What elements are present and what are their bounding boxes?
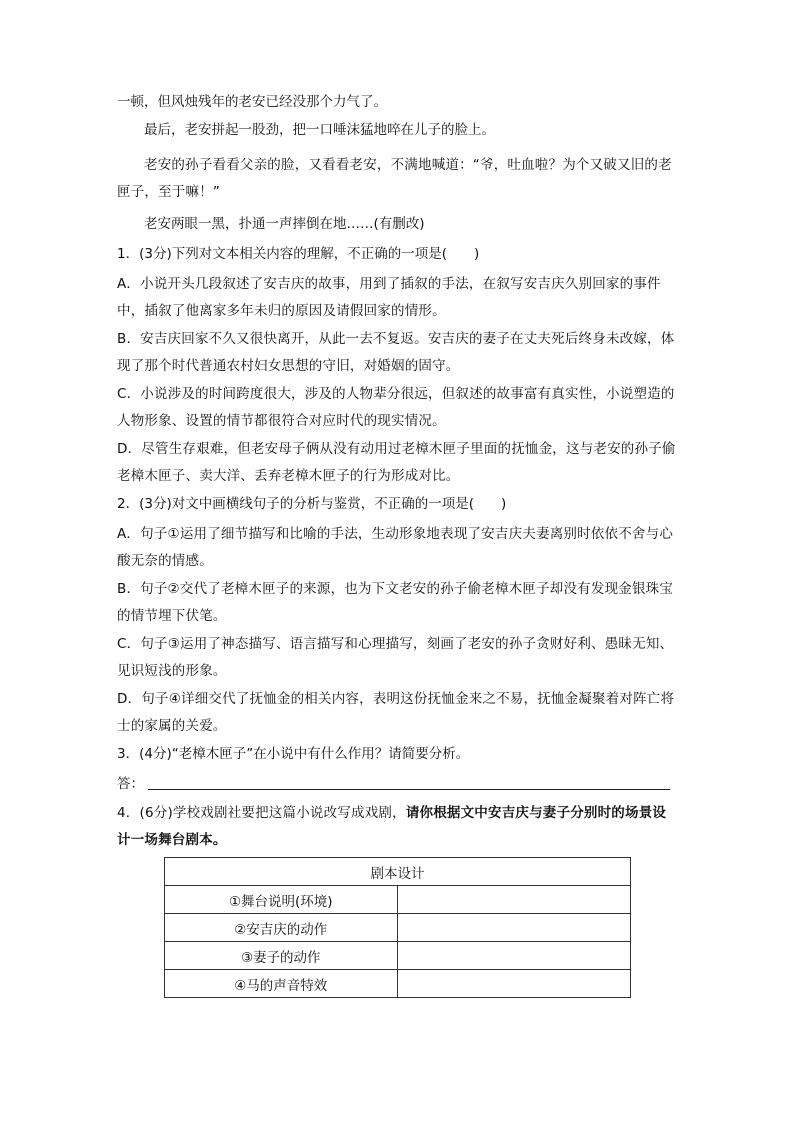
question-2-option-c: C．句子③运用了神态描写、语言描写和心理描写，刻画了老安的孙子贪财好利、愚昧无知、见识短浅的形象。 [117, 636, 674, 679]
table-row [165, 914, 631, 942]
answer-label: 答： [117, 776, 144, 792]
row-answer-cell[interactable] [397, 970, 630, 998]
row-answer-cell[interactable] [397, 942, 630, 970]
table-header: 剧本设计 [165, 858, 631, 886]
row-label: ①舞台说明(环境) [165, 886, 398, 914]
passage-paragraph: 老安的孙子看看父亲的脸，又看看老安，不满地喊道：“爷，吐血啦？为个又破又旧的老匣子，至于嘛！” [117, 157, 672, 200]
question-4-stem [117, 800, 679, 854]
question-1-option-b: B．安吉庆回家不久又很快离开，从此一去不复返。安吉庆的妻子在丈夫死后终身未改嫁，体现了那个时代普通农村妇女思想的守旧，对婚姻的固守。 [117, 331, 675, 374]
row-label: ②安吉庆的动作 [165, 914, 398, 942]
question-1-option-c: C．小说涉及的时间跨度很大，涉及的人物辈分很远，但叙述的故事富有真实性，小说塑造的人物形象、设置的情节都很符合对应时代的现实情况。 [117, 386, 675, 429]
question-3-stem: 3．(4分)“老樟木匣子”在小说中有什么作用？请简要分析。 [117, 746, 470, 762]
question-4-stem-bold: 请你根据文中安吉庆与妻子分别时的场景设计一场舞台剧本。 [117, 805, 667, 848]
table-row [165, 886, 631, 914]
table-row [165, 942, 631, 970]
question-2-stem: 2．(3分)对文中画横线句子的分析与鉴赏，不正确的一项是( ) [117, 496, 507, 512]
script-design-table [164, 857, 631, 998]
row-label: ④马的声音特效 [165, 970, 398, 998]
row-label: ③妻子的动作 [165, 942, 398, 970]
question-1-stem: 1．(3分)下列对文本相关内容的理解，不正确的一项是( ) [117, 246, 480, 262]
question-2-option-d: D．句子④详细交代了抚恤金的相关内容，表明这份抚恤金来之不易，抚恤金凝聚着对阵亡将士的家属的关爱。 [117, 691, 675, 734]
question-2-option-a: A．句子①运用了细节描写和比喻的手法，生动形象地表现了安吉庆夫妻离别时依依不舍与心酸无奈的情感。 [117, 526, 674, 569]
passage-line: 老安两眼一黑，扑通一声摔倒在地……(有删改) [144, 216, 425, 232]
passage-line: 最后，老安拼起一股劲，把一口唾沫猛地啐在儿子的脸上。 [144, 122, 495, 138]
question-1-option-d: D．尽管生存艰难，但老安母子俩从没有动用过老樟木匣子里面的抚恤金，这与老安的孙子偷老樟木匣子、卖大洋、丢弃老樟木匣子的行为形成对比。 [117, 441, 676, 484]
passage-line: 一顿，但风烛残年的老安已经没那个力气了。 [117, 94, 387, 110]
row-answer-cell[interactable] [397, 914, 630, 942]
question-2-option-b: B．句子②交代了老樟木匣子的来源，也为下文老安的孙子偷老樟木匣子却没有发现金银珠宝的情节埋下伏笔。 [117, 581, 674, 624]
question-4-stem-plain: 4．(6分)学校戏剧社要把这篇小说改写成戏剧， [117, 805, 406, 821]
answer-blank-line[interactable] [148, 789, 670, 790]
table-row [165, 970, 631, 998]
question-1-option-a: A．小说开头几段叙述了安吉庆的故事，用到了插叙的手法，在叙写安吉庆久别回家的事件中，插叙了他离家多年未归的原因及请假回家的情形。 [117, 276, 661, 319]
row-answer-cell[interactable] [397, 886, 630, 914]
